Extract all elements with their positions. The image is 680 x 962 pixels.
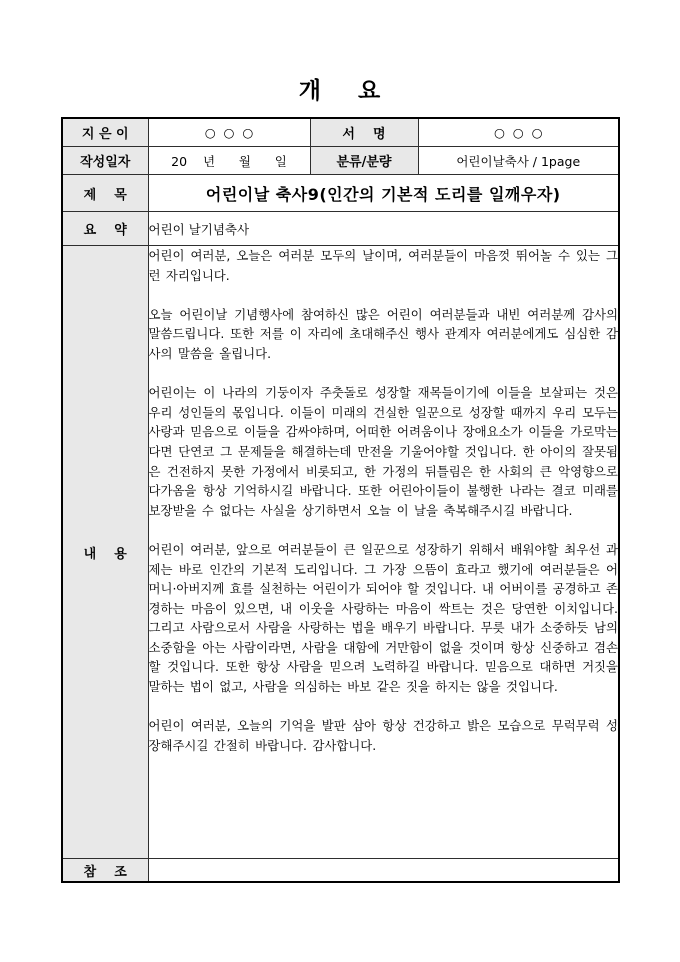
document-title: 개 요 <box>298 78 382 104</box>
table-row <box>62 147 619 175</box>
title-label: 제 목 <box>62 175 148 212</box>
content-paragraph: 어린이 여러분, 앞으로 여러분들이 큰 일꾼으로 성장하기 위해서 배워야할 최우선 과제는 바로 인간의 기본적 도리입니다. 그 가장 으뜸이 효라고 했기에 여러분들은 어머니·아버지께 효를 실천하는 어린이가 되어야 할 것입니다. 내 어버이를 공경하고 존경하는 마음이 있으면, 내 이웃을 사랑하는 마음이 싹트는 것은 당연한 이치입니다. 그리고 사람으로서 사람을 사랑하는 법을 배우기 바랍니다. 무릇 내가 소중하듯 남의 소중함을 아는 사람이라면, 사람을 대함에 거만함이 없을 것이며 항상 신중하고 겸손할 것입니다. 또한 항상 사람을 믿으려 노력하길 바랍니다. 믿음으로 대하면 거짓을 말하는 법이 없고, 사람을 의심하는 바보 같은 짓을 하지는 않을 것입니다. <box>148 541 618 695</box>
date-label: 작성일자 <box>62 147 148 175</box>
content-paragraph: 어린이 여러분, 오늘의 기억을 발판 삼아 항상 건강하고 밝은 모습으로 무럭무럭 성장해주시길 간절히 바랍니다. 감사합니다. <box>148 718 618 753</box>
classification-value: 어린이날축사 / 1page <box>418 147 619 175</box>
content-paragraph: 어린이 여러분, 오늘은 여러분 모두의 날이며, 여러분들이 마음껏 뛰어놀 수 있는 그런 자리입니다. <box>148 248 618 283</box>
classification-label: 분류/분량 <box>310 147 418 175</box>
table-row <box>62 175 619 212</box>
book-title-label: 서 명 <box>310 118 418 147</box>
overview-table <box>61 117 620 883</box>
table-row <box>62 859 619 883</box>
book-title-value: ○ ○ ○ <box>418 118 619 147</box>
content-body <box>148 246 619 859</box>
table-row <box>62 246 619 859</box>
author-label: 지 은 이 <box>62 118 148 147</box>
content-paragraph: 오늘 어린이날 기념행사에 참여하신 많은 어린이 여러분들과 내빈 여러분께 감사의 말씀드립니다. 또한 저를 이 자리에 초대해주신 행사 관계자 여러분에게도 심심한 감사의 말씀을 올립니다. <box>148 306 618 361</box>
reference-value <box>148 859 619 883</box>
date-value: 20 년 월 일 <box>148 147 310 175</box>
table-row <box>62 118 619 147</box>
table-row <box>62 212 619 246</box>
title-value: 어린이날 축사9(인간의 기본적 도리를 일깨우자) <box>148 175 619 212</box>
content-label: 내 용 <box>62 246 148 859</box>
author-value: ○ ○ ○ <box>148 118 310 147</box>
summary-value: 어린이 날기념축사 <box>148 212 619 246</box>
reference-label: 참 조 <box>62 859 148 883</box>
summary-label: 요 약 <box>62 212 148 246</box>
content-paragraph: 어린이는 이 나라의 기둥이자 주춧돌로 성장할 재목들이기에 이들을 보살피는 것은 우리 성인들의 몫입니다. 이들이 미래의 건실한 일꾼으로 성장할 때까지 우리 모두는 사랑과 믿음으로 이들을 감싸야하며, 어떠한 어려움이나 장애요소가 이들을 가로막는다면 단연코 그 문제들을 해결하는데 만전을 기울어야할 것입니다. 한 아이의 잘못됨은 건전하지 못한 가정에서 비롯되고, 한 가정의 뒤틀림은 한 사회의 큰 악영향으로 다가옴을 항상 기억하시길 바랍니다. 또한 어린아이들이 불행한 나라는 결코 미래를 보장받을 수 없다는 사실을 상기하면서 오늘 이 날을 축복해주시길 바랍니다. <box>148 385 618 518</box>
